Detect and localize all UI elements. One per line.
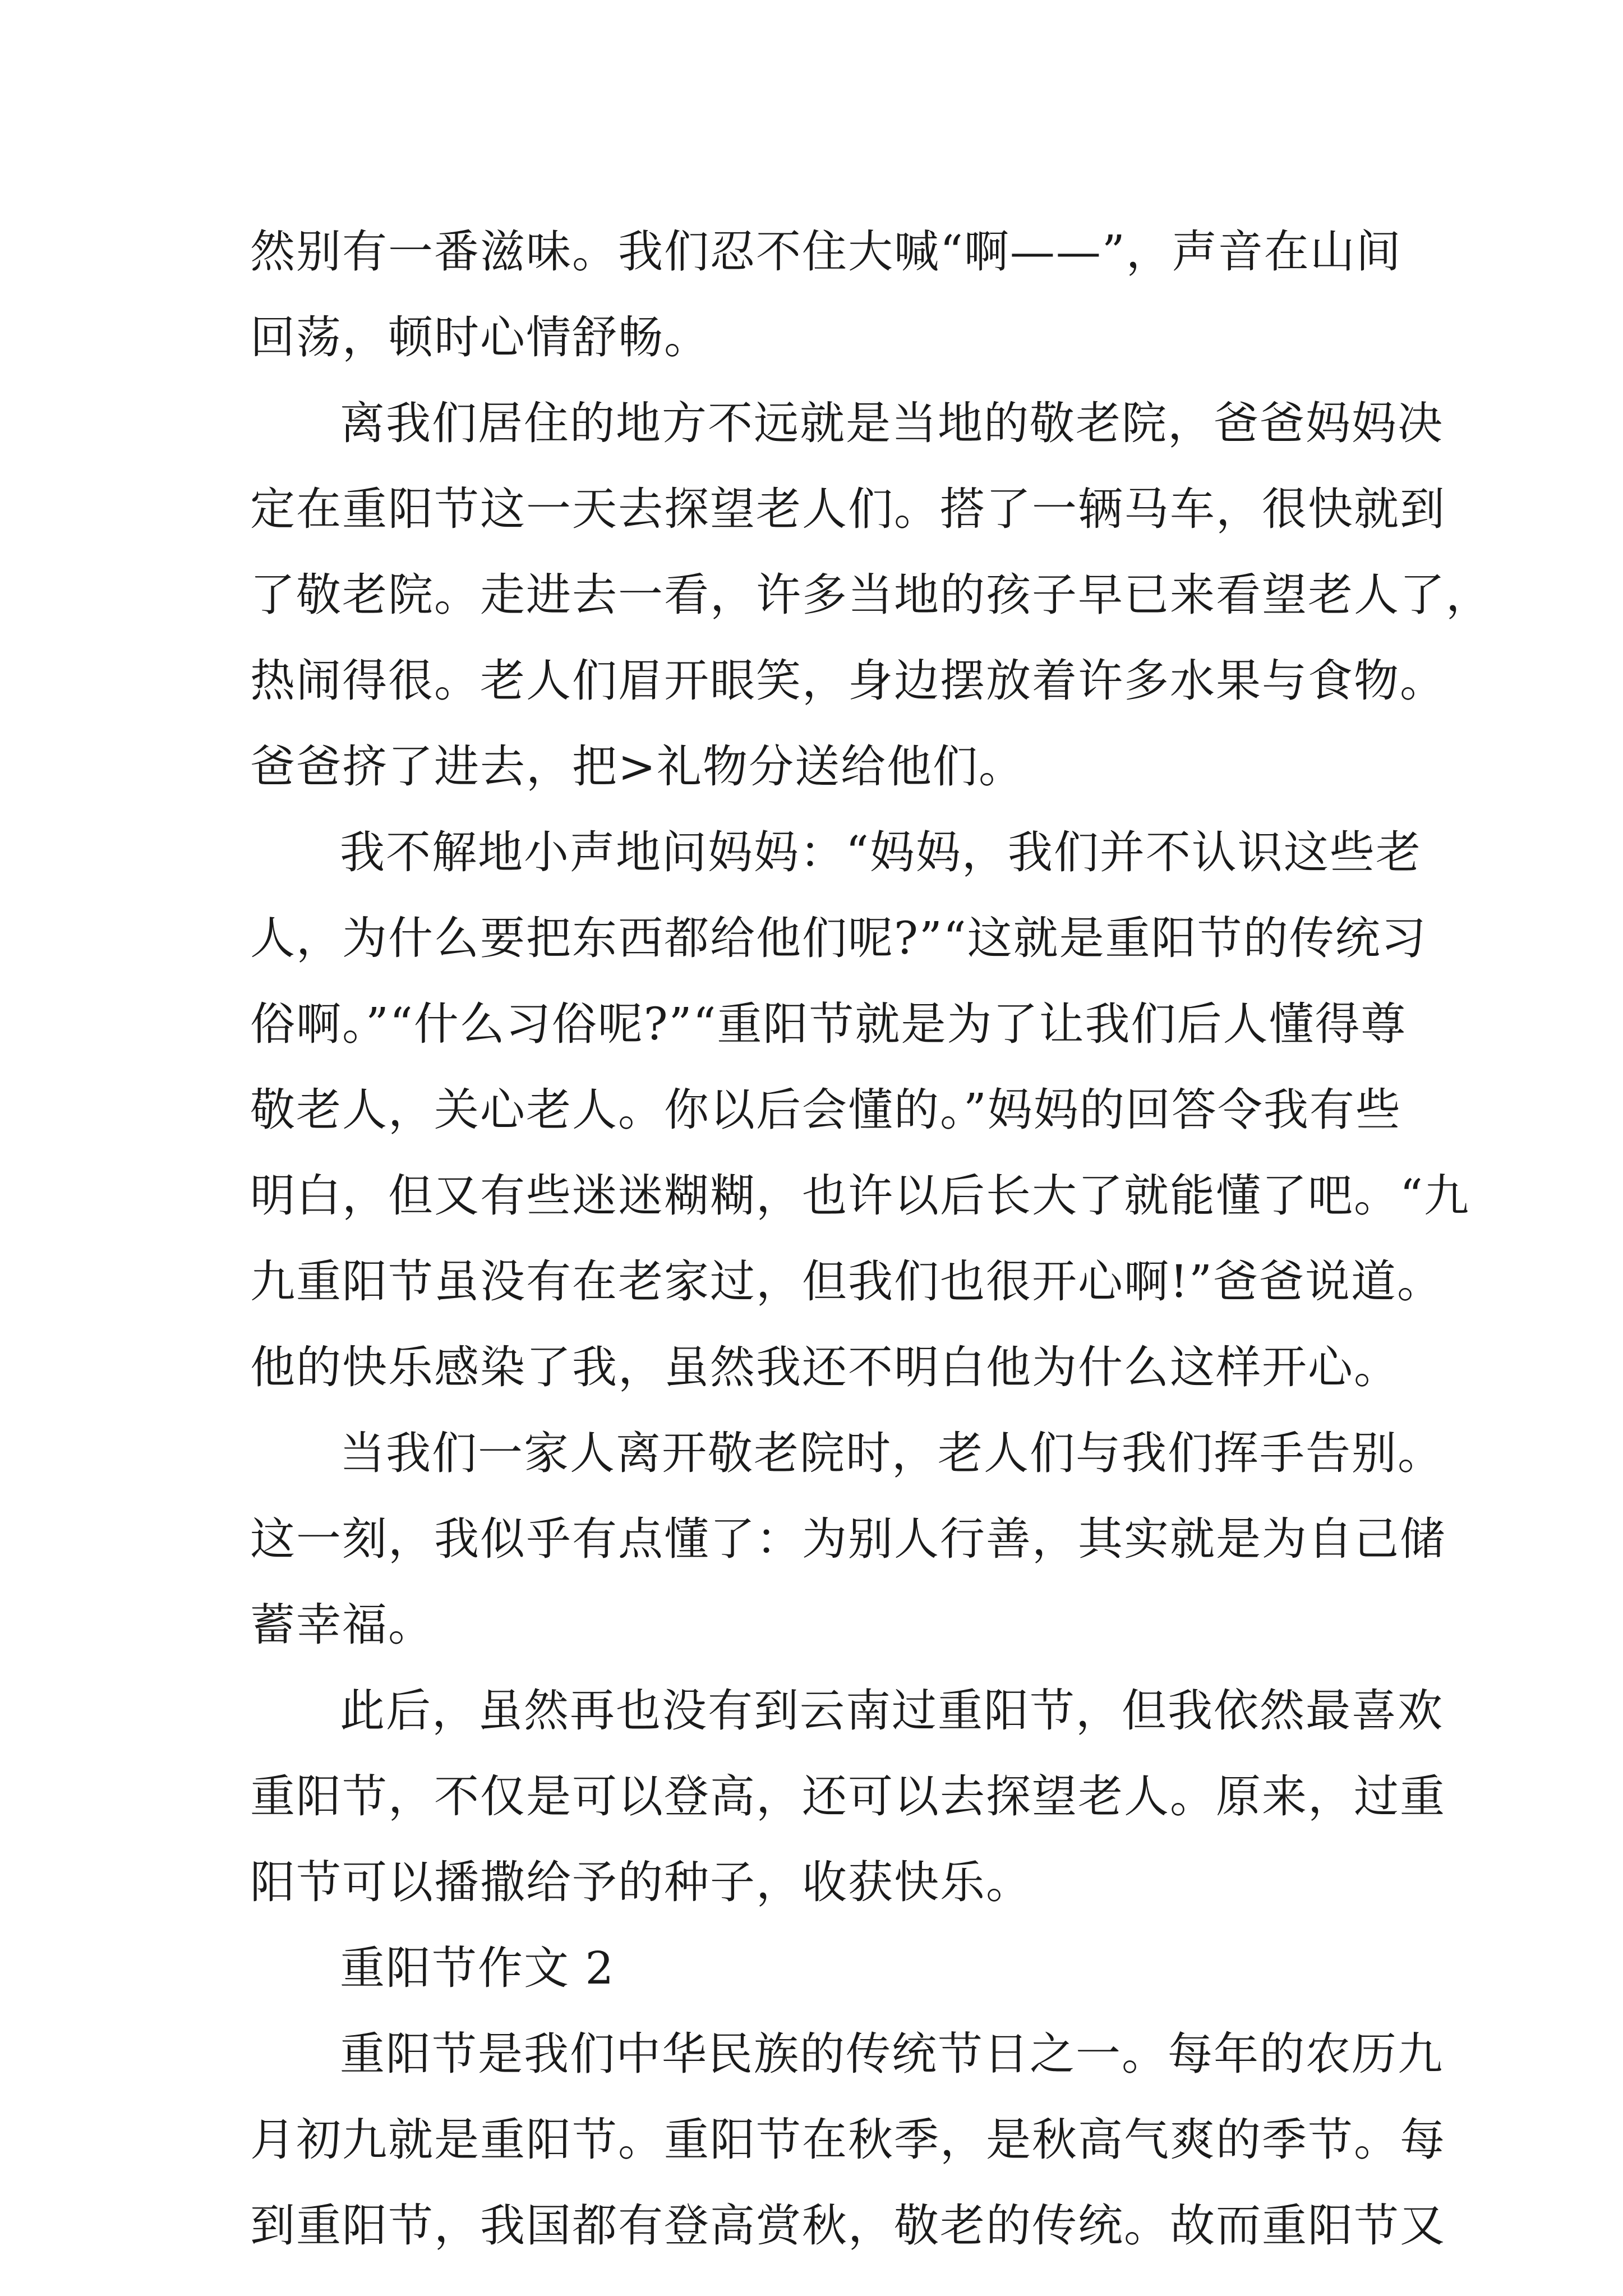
text-line: 当我们一家人离开敬老院时，老人们与我们挥手告别。: [340, 1427, 1444, 1479]
text-line: 明白，但又有些迷迷糊糊，也许以后长大了就能懂了吧。“九: [250, 1170, 1470, 1222]
text-line: 这一刻，我似乎有点懂了：为别人行善，其实就是为自己储: [250, 1513, 1446, 1565]
text-line: 然别有一番滋味。我们忍不住大喊“啊——”，声音在山间: [250, 226, 1402, 278]
text-line: 了敬老院。走进去一看，许多当地的孩子早已来看望老人了，: [250, 569, 1492, 621]
text-line: 人，为什么要把东西都给他们呢?”“这就是重阳节的传统习: [250, 912, 1427, 964]
text-line: 敬老人，关心老人。你以后会懂的。”妈妈的回答令我有些: [250, 1084, 1401, 1136]
text-line: 离我们居住的地方不远就是当地的敬老院，爸爸妈妈决: [340, 397, 1444, 449]
text-line: 爸爸挤了进去，把>礼物分送给他们。: [250, 740, 1025, 793]
text-line: 我不解地小声地问妈妈：“妈妈，我们并不认识这些老: [340, 826, 1422, 878]
section-heading: 重阳节作文 2: [340, 1942, 615, 1994]
text-line: 阳节可以播撒给予的种子，收获快乐。: [250, 1856, 1032, 1908]
text-line: 俗啊。”“什么习俗呢?”“重阳节就是为了让我们后人懂得尊: [250, 998, 1407, 1050]
text-line: 回荡，顿时心情舒畅。: [250, 311, 710, 364]
text-line: 九重阳节虽没有在老家过，但我们也很开心啊!”爸爸说道。: [250, 1255, 1444, 1308]
document-body: [250, 209, 1492, 2269]
text-line: 月初九就是重阳节。重阳节在秋季，是秋高气爽的季节。每: [250, 2114, 1446, 2166]
text-line: 热闹得很。老人们眉开眼笑，身边摆放着许多水果与食物。: [250, 655, 1446, 707]
text-line: 他的快乐感染了我，虽然我还不明白他为什么这样开心。: [250, 1341, 1400, 1393]
text-line: 重阳节是我们中华民族的传统节日之一。每年的农历九: [340, 2028, 1444, 2080]
text-line: 蓄幸福。: [250, 1599, 434, 1651]
text-line: 到重阳节，我国都有登高赏秋，敬老的传统。故而重阳节又: [250, 2200, 1446, 2252]
text-line: 重阳节，不仅是可以登高，还可以去探望老人。原来，过重: [250, 1770, 1446, 1823]
text-line: 定在重阳节这一天去探望老人们。搭了一辆马车，很快就到: [250, 483, 1446, 535]
text-line: 此后，虽然再也没有到云南过重阳节，但我依然最喜欢: [340, 1685, 1444, 1737]
